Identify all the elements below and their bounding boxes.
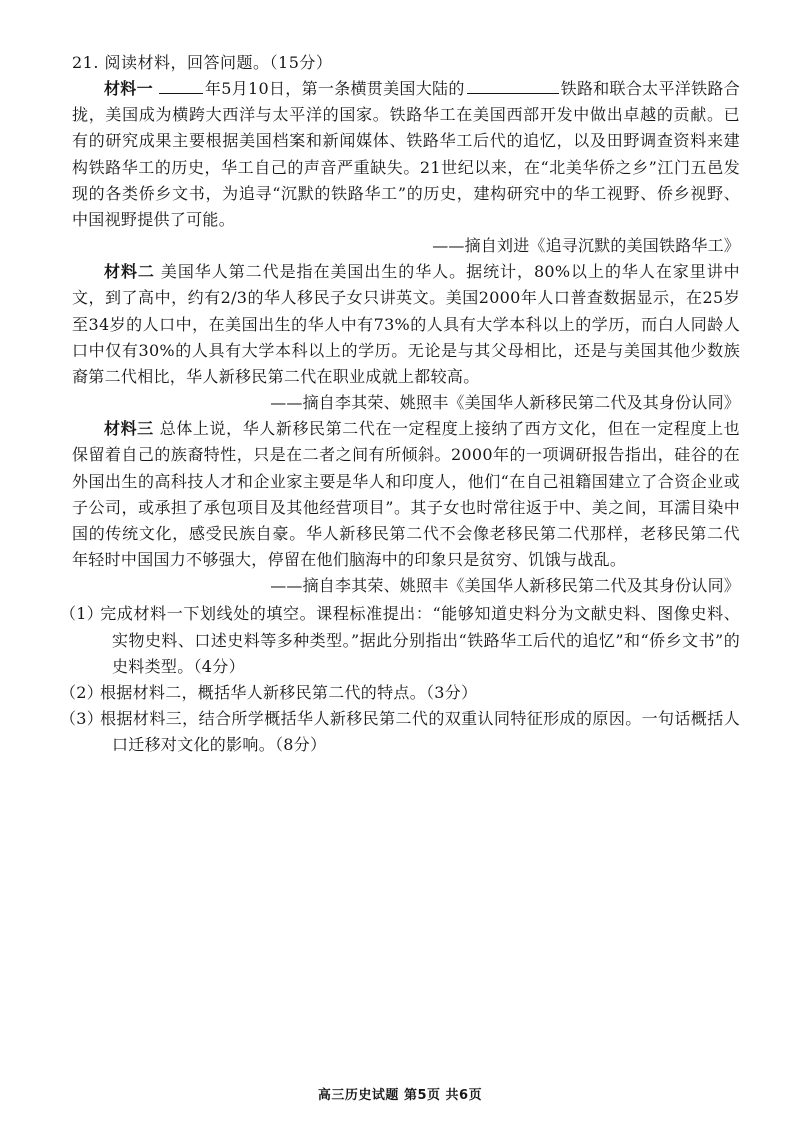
material-1-label: 材料一 bbox=[104, 79, 153, 98]
material-1-text-b: 铁路和联合太平洋铁路合拢，美国成为横跨大西洋与太平洋的国家。铁路华工在美国西部开发中做出卓越的贡献。已有的研究成果主要根据美国档案和新闻媒体、铁路华工后代的追忆，以及田野调查资料来建构铁路华工的历史，华工自己的声音严重缺失。21世纪以来，在“北美华侨之乡”江门五邑发现的各类侨乡文书，为追寻“沉默的铁路华工”的历史，建构研究中的华工视野、侨乡视野、中国视野提供了可能。 bbox=[72, 79, 740, 230]
sub-question-1 bbox=[60, 601, 740, 680]
material-1-source: ——摘自刘进《追寻沉默的美国铁路华工》 bbox=[432, 236, 740, 256]
railroad-name-blank bbox=[467, 76, 559, 94]
sub-questions bbox=[60, 601, 740, 758]
sub-question-2 bbox=[60, 680, 740, 706]
material-2 bbox=[72, 259, 740, 390]
material-3-label: 材料三 bbox=[104, 419, 154, 439]
material-3 bbox=[72, 416, 740, 573]
sub-question-1-number: （1） bbox=[60, 604, 104, 624]
material-2-label: 材料二 bbox=[104, 262, 155, 282]
sub-question-2-number: （2） bbox=[60, 683, 104, 703]
page-footer: 高三历史试题 第5页 共6页 bbox=[317, 1088, 483, 1103]
material-3-text: 总体上说，华人新移民第二代在一定程度上接纳了西方文化，但在一定程度上也保留着自己的族裔特性，只是在二者之间有所倾斜。2000年的一项调研报告指出，硅谷的在外国出生的高科技人才和企业家主要是华人和印度人，他们“在自己祖籍国建立了合资企业或子公司，或承担了承包项目及其他经营项目”。其子女也时常往返于中、美之间，耳濡目染中国的传统文化，感受民族自豪。华人新移民第二代不会像老移民第二代那样，老移民第二代年轻时中国国力不够强大，停留在他们脑海中的印象只是贫穷、饥饿与战乱。 bbox=[72, 419, 740, 570]
material-2-text: 美国华人第二代是指在美国出生的华人。据统计，80%以上的华人在家里讲中文，到了高中，约有2/3的华人移民子女只讲英文。美国2000年人口普查数据显示，在25岁至34岁的人口中，在美国出生的华人中有73%的人具有大学本科以上的学历，而白人同龄人口中仅有30%的人具有大学本科以上的学历。无论是与其父母相比，还是与美国其他少数族裔第二代相比，华人新移民第二代在职业成就上都较高。 bbox=[72, 262, 740, 387]
sub-question-3-text: 根据材料三，结合所学概括华人新移民第二代的双重认同特征形成的原因。一句话概括人口迁移对文化的影响。（8分） bbox=[100, 709, 740, 755]
sub-question-3-number: （3） bbox=[60, 709, 104, 729]
material-2-source: ——摘自李其荣、姚照丰《美国华人新移民第二代及其身份认同》 bbox=[270, 393, 740, 413]
material-1 bbox=[72, 76, 740, 233]
year-blank bbox=[159, 76, 203, 94]
material-3-source: ——摘自李其荣、姚照丰《美国华人新移民第二代及其身份认同》 bbox=[270, 576, 740, 596]
sub-question-1-text: 完成材料一下划线处的填空。课程标准提出：“能够知道史料分为文献史料、图像史料、实物史料、口述史料等多种类型。”据此分别指出“铁路华工后代的追忆”和“侨乡文书”的史料类型。（4分） bbox=[100, 604, 740, 676]
question-title: 21. 阅读材料，回答问题。（15分） bbox=[72, 53, 333, 72]
sub-question-3 bbox=[60, 706, 740, 758]
material-1-text-a: 年5月10日，第一条横贯美国大陆的 bbox=[204, 79, 465, 98]
sub-question-2-text: 根据材料二，概括华人新移民第二代的特点。（3分） bbox=[100, 683, 478, 703]
exam-page bbox=[60, 50, 740, 759]
